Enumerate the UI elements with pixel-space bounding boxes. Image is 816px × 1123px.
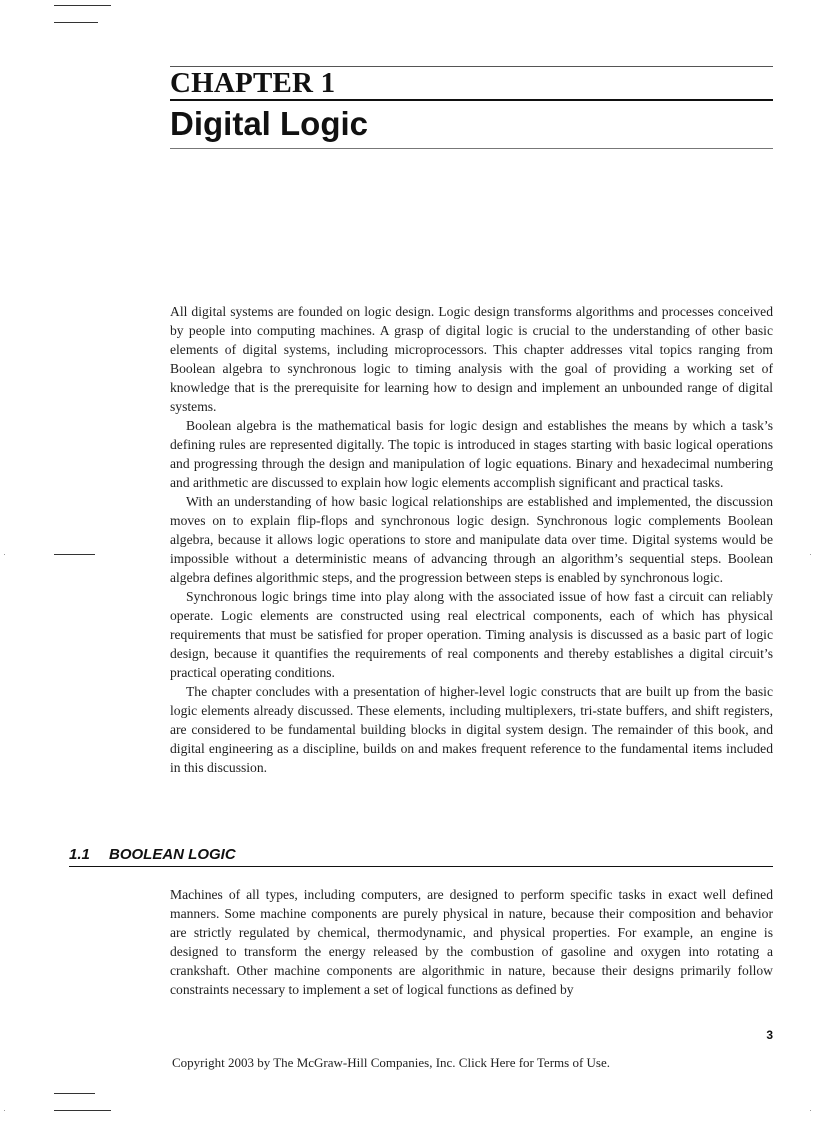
crop-mark-top-left-inner [54,22,98,23]
section-rule [69,866,773,867]
copyright-notice: Copyright 2003 by The McGraw-Hill Companies, Inc. Click Here for Terms of Use. [172,1055,610,1070]
registration-dot-bottom-left [4,1110,5,1111]
intro-paragraph-3: With an understanding of how basic logical relationships are established and implemented, the discussion moves on to explain flip-flops and synchronous logic design. Synchronous logic complements Boolean algebra, because it allows logic operations to store and manipulate data over time. Digital systems would be impossible without a deterministic means of advancing through an algorithm’s sequential steps. Boolean algebra defines algorithmic steps, and the progression between steps is enabled by synchronous logic. [170,494,773,585]
section-paragraph-1: Machines of all types, including computers, are designed to perform specific tasks in exact well defined manners. Some machine components are purely physical in nature, because their composition and behavior are strictly regulated by chemical, thermodynamic, and physical properties. For example, an engine is designed to transform the energy released by the combustion of gasoline and oxygen into rotating a crankshaft. Other machine components are algorithmic in nature, because their designs primarily follow constraints necessary to implement a set of logical functions as defined by [170,887,773,997]
registration-dot-left [4,554,5,555]
intro-paragraph-1: All digital systems are founded on logic design. Logic design transforms algorithms and processes conceived by people into computing machines. A grasp of digital logic is crucial to the understanding of other basic elements of digital systems, including microprocessors. This chapter addresses vital topics ranging from Boolean algebra to synchronous logic to timing analysis with the goal of providing a working set of knowledge that is the prerequisite for learning how to design and implement an unbounded range of digital systems. [170,304,773,414]
intro-paragraph-4: Synchronous logic brings time into play along with the associated issue of how fast a circuit can reliably operate. Logic elements are constructed using real electrical components, each of which has physical requirements that must be satisfied for proper operation. Timing analysis is discussed as a basic part of logic design, because it quantifies the requirements of real components and thereby establishes a digital circuit’s practical operating conditions. [170,589,773,680]
intro-paragraph-5: The chapter concludes with a presentation of higher-level logic constructs that are built up from the basic logic elements already discussed. These elements, including multiplexers, tri-state buffers, and shift registers, are considered to be fundamental building blocks in digital system design. The remainder of this book, and digital engineering as a discipline, builds on and makes frequent reference to the fundamental items included in this discussion. [170,684,773,775]
section-number: 1.1 [69,846,90,863]
section-text [170,885,773,999]
section-title: BOOLEAN LOGIC [109,846,236,863]
page-number: 3 [766,1028,773,1042]
crop-mark-bottom-left-inner [54,1093,95,1094]
crop-mark-bottom-left [54,1110,111,1111]
crop-mark-top-left [54,5,111,6]
crop-mark-middle-left [54,554,95,555]
chapter-label: CHAPTER 1 [170,67,336,99]
intro-paragraph-2: Boolean algebra is the mathematical basis for logic design and establishes the means by which a task’s defining rules are represented digitally. The topic is introduced in stages starting with basic logical operations and progressing through the design and manipulation of logic equations. Binary and hexadecimal numbering and arithmetic are discussed to explain how logic elements accomplish significant and practical tasks. [170,418,773,490]
chapter-title: Digital Logic [170,105,368,142]
chapter-divider-rule [170,99,773,101]
registration-dot-bottom-right [810,1110,811,1111]
registration-dot-right [810,554,811,555]
section-heading [69,846,773,864]
chapter-bottom-rule [170,148,773,149]
intro-text [170,302,773,777]
